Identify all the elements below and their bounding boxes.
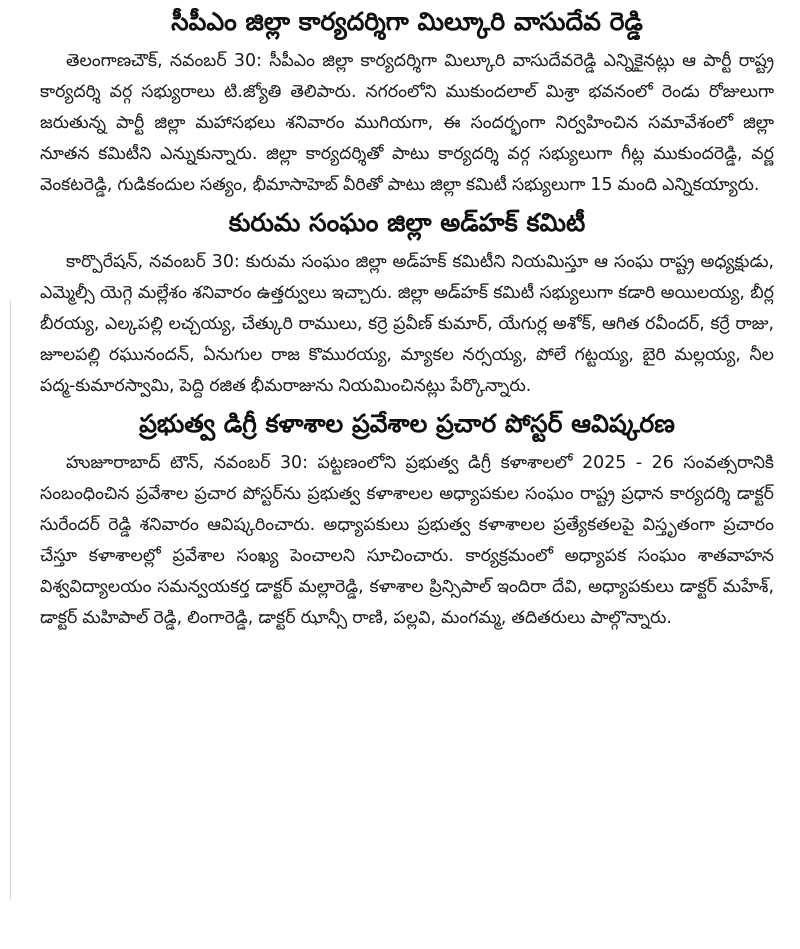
article-degree-college-poster	[40, 406, 774, 634]
article-headline: కురుమ సంఘం జిల్లా అడ్‌హక్ కమిటీ	[228, 208, 586, 237]
article-headline: ప్రభుత్వ డిగ్రీ కళాశాల ప్రవేశాల ప్రచార పోస్టర్ ఆవిష్కరణ	[139, 409, 675, 438]
column-divider	[10, 300, 11, 900]
article-body: హుజూరాబాద్ టౌన్, నవంబర్ 30: పట్టణంలోని ప్రభుత్వ డిగ్రీ కళాశాలలో 2025 - 26 సంవత్సరానికి సంబంధించిన ప్రవేశాల ప్రచార పోస్టర్‌ను ప్రభుత్వ కళాశాలల అధ్యాపకుల సంఘం రాష్ట్ర ప్రధాన కార్యదర్శి డాక్టర్ సురేందర్ రెడ్డి శనివారం ఆవిష్కరించారు. అధ్యాపకులు ప్రభుత్వ కళాశాలల ప్రత్యేకతలపై విస్తృతంగా ప్రచారం చేస్తూ కళాశాలల్లో ప్రవేశాల సంఖ్య పెంచాలని సూచించారు. కార్యక్రమంలో అధ్యాపక సంఘం శాతవాహన విశ్వవిద్యాలయం సమన్వయకర్త డాక్టర్ మల్లారెడ్డి, కళాశాల ప్రిన్సిపాల్ ఇందిరా దేవి, అధ్యాపకులు డాక్టర్ మహేశ్, డాక్టర్ మహిపాల్ రెడ్డి, లింగారెడ్డి, డాక్టర్ ఝాన్సీ రాణి, పల్లవి, మంగమ్మ, తదితరులు పాల్గొన్నారు.	[40, 453, 774, 628]
article-body: తెలంగాణచౌక్, నవంబర్ 30: సీపీఎం జిల్లా కార్యదర్శిగా మిల్కూరి వాసుదేవరెడ్డి ఎన్నికైనట్లు ఆ పార్టీ రాష్ట్ర కార్యదర్శి వర్గ సభ్యురాలు టి.జ్యోతి తెలిపారు. నగరంలోని ముకుందలాల్ మిశ్రా భవనంలో రెండు రోజులుగా జరుతున్న పార్టీ జిల్లా మహాసభలు శనివారం ముగియగా, ఈ సందర్భంగా నిర్వహించిన సమావేశంలో జిల్లా నూతన కమిటీని ఎన్నుకున్నారు. జిల్లా కార్యదర్శితో పాటు కార్యదర్శి వర్గ సభ్యులుగా గీట్ల ముకుందరెడ్డి, వర్ణ వెంకటరెడ్డి, గుడికందుల సత్యం, భీమాసాహెబ్ వీరితో పాటు జిల్లా కమిటీ సభ్యులుగా 15 మంది ఎన్నికయ్యారు.	[40, 51, 774, 195]
article-headline: సీపీఎం జిల్లా కార్యదర్శిగా మిల్కూరి వాసుదేవ రెడ్డి	[171, 7, 643, 36]
article-kuruma-adhoc-committee	[40, 205, 774, 402]
article-cpm-district-secretary	[40, 4, 774, 201]
article-body: కార్పొరేషన్, నవంబర్ 30: కురుమ సంఘం జిల్లా అడ్‌హక్ కమిటీని నియమిస్తూ ఆ సంఘ రాష్ట్ర అధ్యక్షుడు, ఎమ్మెల్సీ యెగ్గె మల్లేశం శనివారం ఉత్తర్వులు ఇచ్చారు. జిల్లా అడ్‌హక్ కమిటీ సభ్యులుగా కడారి అయిలయ్య, బీర్ల బీరయ్య, ఎల్కపల్లి లచ్చయ్య, చేత్కురి రాములు, కర్రె ప్రవీణ్ కుమార్, యేగుర్ల అశోక్, ఆగిత రవీందర్, కర్రే రాజు, జూలపల్లి రఘునందన్, ఏనుగుల రాజ కొమురయ్య, మ్యాకల నర్సయ్య, పోలే గట్టయ్య, బైరి మల్లయ్య, నీల పద్మ-కుమారస్వామి, పెద్ది రజిత భీమరాజును నియమించినట్లు పేర్కొన్నారు.	[40, 252, 774, 396]
